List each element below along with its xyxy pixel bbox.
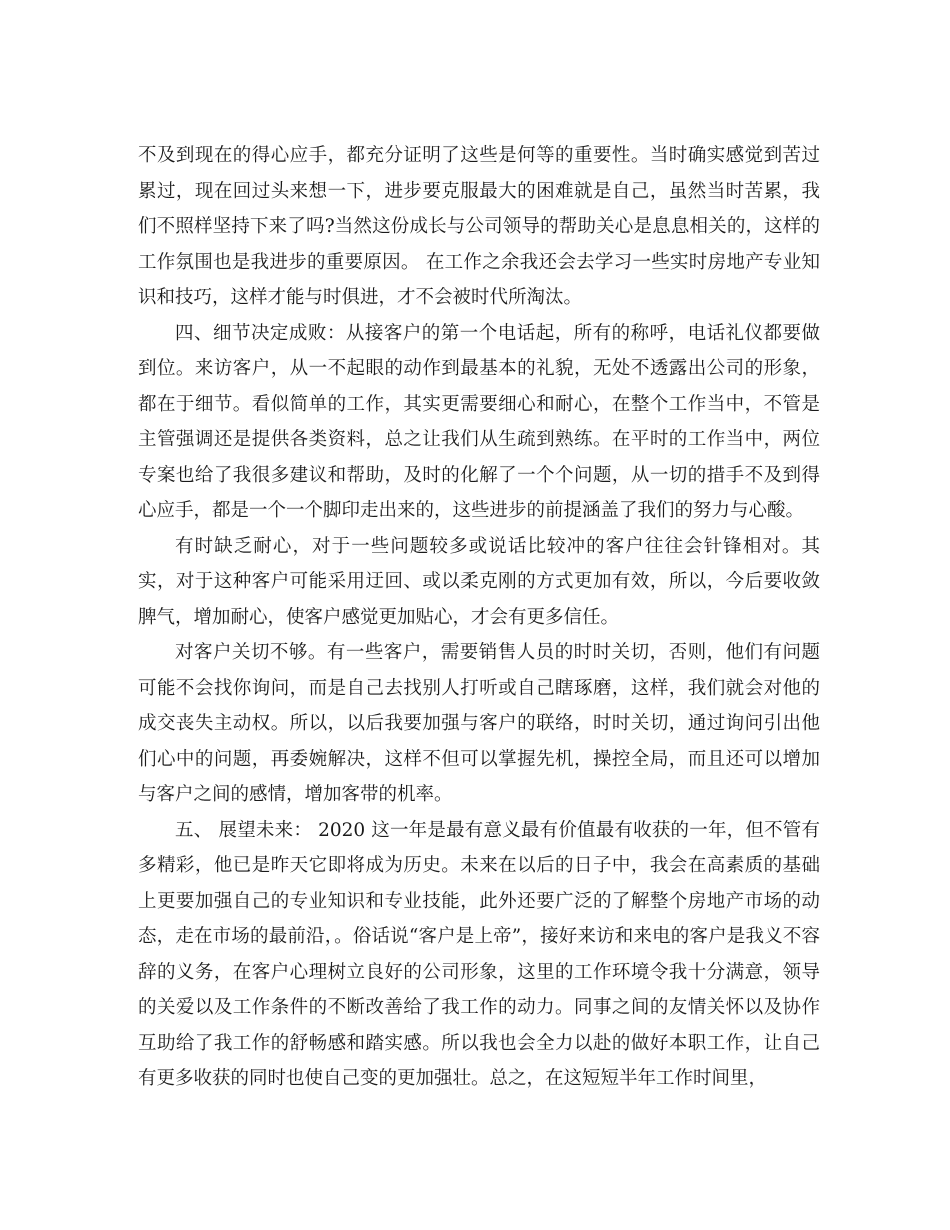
document-body (138, 138, 820, 1097)
paragraph-continuation: 不及到现在的得心应手，都充分证明了这些是何等的重要性。当时确实感觉到苦过累过，现在回过头来想一下，进步要克服最大的困难就是自己，虽然当时苦累，我们不照样坚持下来了吗?当然这份成长与公司领导的帮助关心是息息相关的，这样的工作氛围也是我进步的重要原因。 在工作之余我还会去学习一些实时房地产专业知识和技巧，这样才能与时俱进，才不会被时代所淘汰。 (138, 145, 820, 308)
paragraph-future-outlook: 五、 展望未来： 2020 这一年是最有意义最有价值最有收获的一年，但不管有多精彩，他已是昨天它即将成为历史。未来在以后的日子中，我会在高素质的基础上更要加强自己的专业知识和专业技能，此外还要广泛的了解整个房地产市场的动态，走在市场的最前沿，。俗话说“客户是上帝”，接好来访和来电的客户是我义不容辞的义务，在客户心理树立良好的公司形象，这里的工作环境令我十分满意，领导的关爱以及工作条件的不断改善给了我工作的动力。同事之间的友情关怀以及协作互助给了我工作的舒畅感和踏实感。所以我也会全力以赴的做好本职工作，让自己有更多收获的同时也使自己变的更加强壮。总之，在这短短半年工作时间里， (138, 819, 820, 1089)
paragraph-lack-of-patience: 有时缺乏耐心，对于一些问题较多或说话比较冲的客户往往会针锋相对。其实，对于这种客户可能采用迂回、或以柔克刚的方式更加有效，所以，今后要收敛脾气，增加耐心，使客户感觉更加贴心，才会有更多信任。 (138, 535, 820, 628)
paragraph-details-decide-success: 四、细节决定成败：从接客户的第一个电话起，所有的称呼，电话礼仪都要做到位。来访客户，从一不起眼的动作到最基本的礼貌，无处不透露出公司的形象，都在于细节。看似简单的工作，其实更需要细心和耐心，在整个工作当中，不管是主管强调还是提供各类资料，总之让我们从生疏到熟练。在平时的工作当中，两位专案也给了我很多建议和帮助，及时的化解了一个个问题，从一切的措手不及到得心应手，都是一个一个脚印走出来的，这些进步的前提涵盖了我们的努力与心酸。 (138, 322, 820, 521)
paragraph-customer-care: 对客户关切不够。有一些客户，需要销售人员的时时关切，否则，他们有问题可能不会找你询问，而是自己去找别人打听或自己瞎琢磨，这样，我们就会对他的成交丧失主动权。所以，以后我要加强与客户的联络，时时关切，通过询问引出他们心中的问题，再委婉解决，这样不但可以掌握先机，操控全局，而且还可以增加与客户之间的感情，增加客带的机率。 (138, 642, 820, 805)
